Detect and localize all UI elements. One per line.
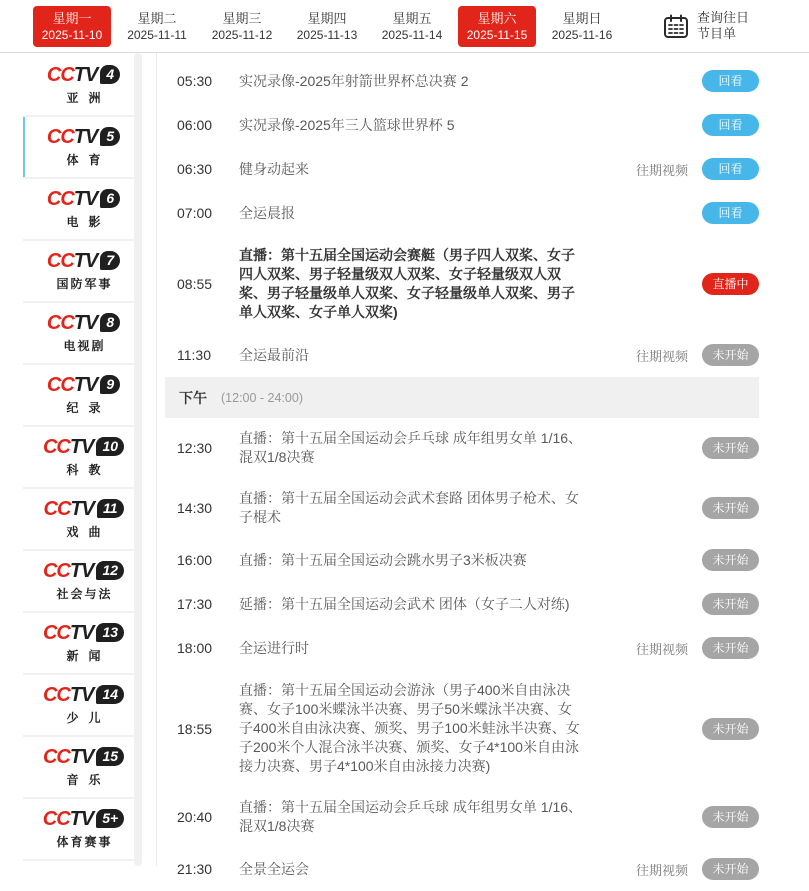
program-time: 17:30 — [177, 596, 213, 612]
status-badge-upcoming: 未开始 — [702, 497, 759, 519]
program-schedule — [156, 53, 809, 878]
channel-brand: CCTV — [46, 249, 98, 272]
channel-number: 8 — [100, 313, 120, 332]
tab-date-label: 2025-11-11 — [127, 27, 187, 42]
program-time: 20:40 — [177, 809, 213, 825]
program-actions — [636, 344, 759, 366]
channel-logo — [47, 65, 120, 85]
channel-logo — [47, 189, 120, 209]
sidebar-channel-cctv13[interactable] — [23, 613, 142, 673]
channel-name: 纪录 — [66, 400, 111, 415]
tab-day-label: 星期五 — [392, 10, 432, 26]
query-past-schedule-label: 查询往日 节目单 — [697, 10, 750, 41]
channel-number: 9 — [100, 375, 120, 394]
section-title: 下午 — [179, 389, 207, 406]
channel-brand: CCTV — [42, 745, 94, 768]
date-tab-2025-11-10[interactable] — [33, 6, 111, 47]
channel-logo — [43, 623, 124, 643]
program-time: 06:30 — [177, 161, 213, 177]
channel-brand: CCTV — [42, 435, 94, 458]
sidebar-channel-cctv5plus[interactable] — [23, 799, 142, 859]
program-row — [157, 538, 759, 582]
calendar-icon — [663, 14, 689, 39]
status-badge-upcoming: 未开始 — [702, 593, 759, 615]
program-time: 11:30 — [177, 347, 211, 363]
channel-name: 少儿 — [66, 710, 111, 725]
channel-logo — [44, 499, 124, 519]
program-title: 直播：第十五届全国运动会跳水男子3米板决赛 — [239, 551, 527, 568]
sidebar-channel-cctv11[interactable] — [23, 489, 142, 549]
channel-logo — [47, 127, 120, 147]
program-title: 实况录像-2025年射箭世界杯总决赛 2 — [239, 72, 469, 89]
program-title: 直播：第十五届全国运动会乒乓球 成年组男女单 1/16、混双1/8决赛 — [239, 430, 583, 465]
program-actions — [702, 70, 759, 92]
program-row — [157, 235, 759, 333]
channel-number: 7 — [100, 251, 120, 270]
program-row — [157, 333, 759, 377]
sidebar-channel-cctv7[interactable] — [23, 241, 142, 301]
channel-name: 国防军事 — [56, 276, 113, 291]
sidebar-channel-cctv5[interactable] — [23, 117, 142, 177]
program-actions — [636, 858, 759, 880]
sidebar-channel-cctv10[interactable] — [23, 427, 142, 487]
channel-name: 体育赛事 — [56, 834, 113, 849]
channel-number: 5 — [100, 127, 120, 146]
tab-date-label: 2025-11-14 — [381, 27, 443, 42]
program-time: 06:00 — [177, 117, 213, 133]
program-time: 07:00 — [177, 205, 213, 221]
date-tab-2025-11-13[interactable] — [288, 6, 366, 47]
vod-link[interactable]: 往期视频 — [635, 641, 688, 657]
channel-logo — [43, 437, 124, 457]
program-time: 05:30 — [177, 73, 213, 89]
date-tab-2025-11-12[interactable] — [203, 6, 281, 47]
sidebar-channel-cctv14[interactable] — [23, 675, 142, 735]
status-badge-upcoming: 未开始 — [702, 806, 759, 828]
channel-number: 4 — [100, 65, 120, 84]
status-badge-upcoming: 未开始 — [702, 344, 759, 366]
channel-brand: CCTV — [46, 187, 98, 210]
status-badge-replay[interactable]: 回看 — [702, 70, 759, 92]
channel-logo — [47, 251, 120, 271]
sidebar-channel-partial — [23, 861, 142, 868]
program-actions — [702, 437, 759, 459]
channel-brand: CCTV — [46, 311, 98, 334]
program-row — [157, 670, 759, 787]
program-time: 21:30 — [177, 861, 213, 877]
channel-number: 13 — [96, 623, 124, 642]
channel-brand: CCTV — [42, 683, 94, 706]
program-row — [157, 59, 759, 103]
channel-logo — [43, 747, 124, 767]
program-row — [157, 418, 759, 478]
program-title: 全运进行时 — [239, 639, 309, 656]
program-time: 18:00 — [177, 640, 213, 656]
program-actions — [702, 114, 759, 136]
program-time: 12:30 — [177, 440, 213, 456]
channel-number: 10 — [96, 437, 124, 456]
program-row — [157, 103, 759, 147]
program-actions — [702, 593, 759, 615]
channel-number: 5+ — [96, 809, 124, 828]
tab-date-label: 2025-11-13 — [296, 27, 358, 42]
program-title: 全运最前沿 — [239, 346, 309, 363]
program-time: 14:30 — [177, 500, 213, 516]
channel-name: 体育 — [66, 152, 111, 167]
channel-brand: CCTV — [42, 807, 94, 830]
query-past-schedule-button[interactable] — [663, 10, 749, 42]
channel-logo — [47, 375, 120, 395]
channel-name: 科教 — [66, 462, 111, 477]
tab-day-label: 星期三 — [222, 10, 262, 26]
program-time: 16:00 — [177, 552, 213, 568]
tab-day-label: 星期日 — [562, 10, 602, 26]
sidebar-channel-cctv6[interactable] — [23, 179, 142, 239]
program-row — [157, 478, 759, 538]
program-title: 直播：第十五届全国运动会武术套路 团体男子枪术、女子棍术 — [239, 490, 579, 525]
channel-brand: CCTV — [46, 125, 98, 148]
status-badge-replay[interactable]: 回看 — [702, 158, 759, 180]
tab-day-label: 星期一 — [52, 10, 92, 26]
tab-day-label: 星期二 — [137, 10, 177, 26]
tab-day-label: 星期六 — [477, 10, 517, 26]
program-title: 延播：第十五届全国运动会武术 团体（女子二人对练) — [239, 595, 570, 612]
channel-name: 电影 — [66, 214, 111, 229]
program-actions — [702, 549, 759, 571]
channel-number: 14 — [96, 685, 124, 704]
program-actions — [702, 273, 759, 295]
channel-name: 社会与法 — [56, 586, 113, 601]
section-time-range: (12:00 - 24:00) — [221, 390, 303, 405]
date-tab-2025-11-14[interactable] — [373, 6, 451, 47]
channel-number: 12 — [96, 561, 124, 580]
status-badge-upcoming: 未开始 — [702, 437, 759, 459]
channel-logo — [43, 809, 124, 829]
date-tab-2025-11-15[interactable] — [458, 6, 536, 47]
tab-date-label: 2025-11-15 — [466, 27, 528, 42]
status-badge-upcoming: 未开始 — [702, 549, 759, 571]
program-time: 18:55 — [177, 720, 213, 737]
program-row — [157, 626, 759, 670]
program-actions — [636, 158, 759, 180]
program-title: 直播：第十五届全国运动会游泳（男子400米自由泳决赛、女子100米蝶泳半决赛、男子50米蝶泳半决赛、女子400米自由泳决赛、颁奖、男子100米蛙泳半决赛、女子200米个人混合泳半决赛、颁奖、女子4*100米自由泳接力决赛、男子4*100米自由泳接力决赛) — [239, 682, 580, 774]
program-title: 实况录像-2025年三人篮球世界杯 5 — [239, 116, 455, 133]
program-row — [157, 787, 759, 847]
program-title: 直播：第十五届全国运动会乒乓球 成年组男女单 1/16、混双1/8决赛 — [239, 799, 583, 834]
program-actions — [702, 718, 759, 740]
date-bar — [0, 0, 809, 53]
program-actions — [636, 637, 759, 659]
status-badge-replay[interactable]: 回看 — [702, 114, 759, 136]
program-row — [157, 191, 759, 235]
channel-name: 电视剧 — [63, 338, 106, 353]
program-title: 全运晨报 — [239, 204, 295, 221]
status-badge-upcoming: 未开始 — [702, 858, 759, 880]
tab-date-label: 2025-11-10 — [41, 27, 103, 42]
channel-number: 11 — [97, 499, 124, 518]
channel-logo — [47, 313, 120, 333]
program-actions — [702, 497, 759, 519]
date-tab-2025-11-16[interactable] — [543, 6, 621, 47]
sidebar-scrollbar[interactable] — [134, 53, 142, 866]
vod-link[interactable]: 往期视频 — [635, 862, 688, 878]
program-actions — [702, 202, 759, 224]
channel-number: 6 — [100, 189, 120, 208]
channel-number: 15 — [96, 747, 124, 766]
tab-date-label: 2025-11-16 — [551, 27, 613, 42]
date-tabs — [33, 6, 621, 47]
vod-link[interactable]: 往期视频 — [635, 162, 688, 178]
vod-link[interactable]: 往期视频 — [635, 348, 688, 364]
status-badge-live[interactable]: 直播中 — [702, 273, 759, 295]
program-title: 直播：第十五届全国运动会赛艇（男子四人双桨、女子四人双桨、男子轻量级双人双桨、女子轻量级双人双桨、男子轻量级单人双桨、女子轻量级单人双桨、男子单人双桨、女子单人双桨) — [239, 247, 575, 320]
channel-name: 戏曲 — [66, 524, 111, 539]
sidebar-channel-cctv9[interactable] — [23, 365, 142, 425]
program-row — [157, 847, 759, 891]
tab-date-label: 2025-11-12 — [211, 27, 273, 42]
channel-sidebar — [0, 53, 156, 866]
status-badge-upcoming: 未开始 — [702, 637, 759, 659]
channel-name: 亚洲 — [66, 90, 111, 105]
section-header — [165, 377, 759, 418]
channel-logo — [43, 685, 124, 705]
program-row — [157, 582, 759, 626]
sidebar-channel-cctv4[interactable] — [23, 55, 142, 115]
status-badge-upcoming: 未开始 — [702, 718, 759, 740]
program-title: 健身动起来 — [239, 160, 309, 177]
channel-brand: CCTV — [46, 373, 98, 396]
channel-brand: CCTV — [46, 63, 98, 86]
date-tab-2025-11-11[interactable] — [118, 6, 196, 47]
channel-brand: CCTV — [42, 559, 94, 582]
program-row — [157, 147, 759, 191]
channel-logo — [43, 561, 124, 581]
sidebar-channel-cctv12[interactable] — [23, 551, 142, 611]
channel-brand: CCTV — [42, 621, 94, 644]
sidebar-channel-cctv8[interactable] — [23, 303, 142, 363]
status-badge-replay[interactable]: 回看 — [702, 202, 759, 224]
channel-brand: CCTV — [43, 497, 94, 520]
program-actions — [702, 806, 759, 828]
program-title: 全景全运会 — [239, 860, 309, 877]
program-time: 08:55 — [177, 276, 213, 292]
sidebar-channel-cctv15[interactable] — [23, 737, 142, 797]
channel-name: 音乐 — [66, 772, 111, 787]
channel-name: 新闻 — [66, 648, 111, 663]
tab-day-label: 星期四 — [307, 10, 347, 26]
